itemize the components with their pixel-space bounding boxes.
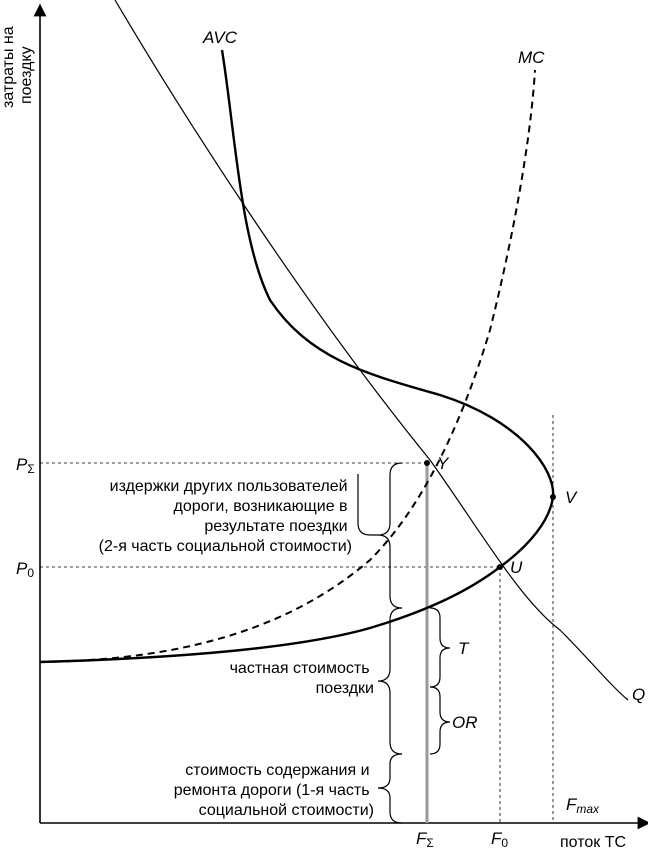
maintenance-cost-text [174, 762, 374, 819]
x-axis-title: поток ТС [560, 834, 627, 848]
y-axis-title-line2: поездку [18, 46, 35, 104]
mc-label: MC [518, 48, 545, 67]
point-v [550, 494, 556, 500]
private-cost-line2: поездки [315, 680, 374, 697]
external-cost-line4: (2-я часть социальной стоимости) [98, 538, 352, 555]
maintenance-cost-line3: социальной стоимости) [198, 802, 374, 819]
demand-curve [115, 0, 628, 700]
point-v-label: V [565, 488, 577, 507]
point-u [497, 564, 503, 570]
avc-curve [40, 50, 553, 662]
external-cost-connector [358, 474, 378, 535]
external-cost-text [99, 478, 352, 555]
private-cost-text [230, 660, 374, 697]
or-brace [430, 687, 450, 754]
point-y [424, 460, 430, 466]
p0-tick: P0 [16, 559, 35, 580]
mc-curve [40, 70, 535, 662]
t-brace [430, 608, 450, 687]
p-sigma-tick: PΣ [16, 455, 35, 476]
maintenance-cost-brace [378, 754, 402, 823]
f0-tick: F0 [491, 829, 509, 848]
avc-label: AVC [203, 28, 238, 47]
demand-label: Q [632, 685, 646, 704]
private-cost-line1: частная стоимость [229, 660, 370, 677]
or-label: OR [452, 713, 478, 732]
maintenance-cost-line2: ремонта дороги (1-я часть [173, 782, 370, 799]
external-cost-line3: результате поездки [204, 518, 348, 535]
fmax-tick: Fmax [566, 795, 600, 816]
external-cost-line2: дороги, возникающие в [173, 498, 348, 515]
external-cost-line1: издержки других пользователей [109, 478, 348, 495]
f-sigma-tick: FΣ [416, 829, 434, 848]
point-u-label: U [510, 558, 523, 577]
t-label: T [458, 639, 469, 658]
maintenance-cost-line1: стоимость содержания и [185, 762, 370, 779]
private-cost-brace [378, 608, 402, 754]
y-axis-title: затраты на [0, 26, 17, 108]
external-cost-brace [378, 463, 402, 608]
point-y-label: Y [437, 454, 449, 473]
